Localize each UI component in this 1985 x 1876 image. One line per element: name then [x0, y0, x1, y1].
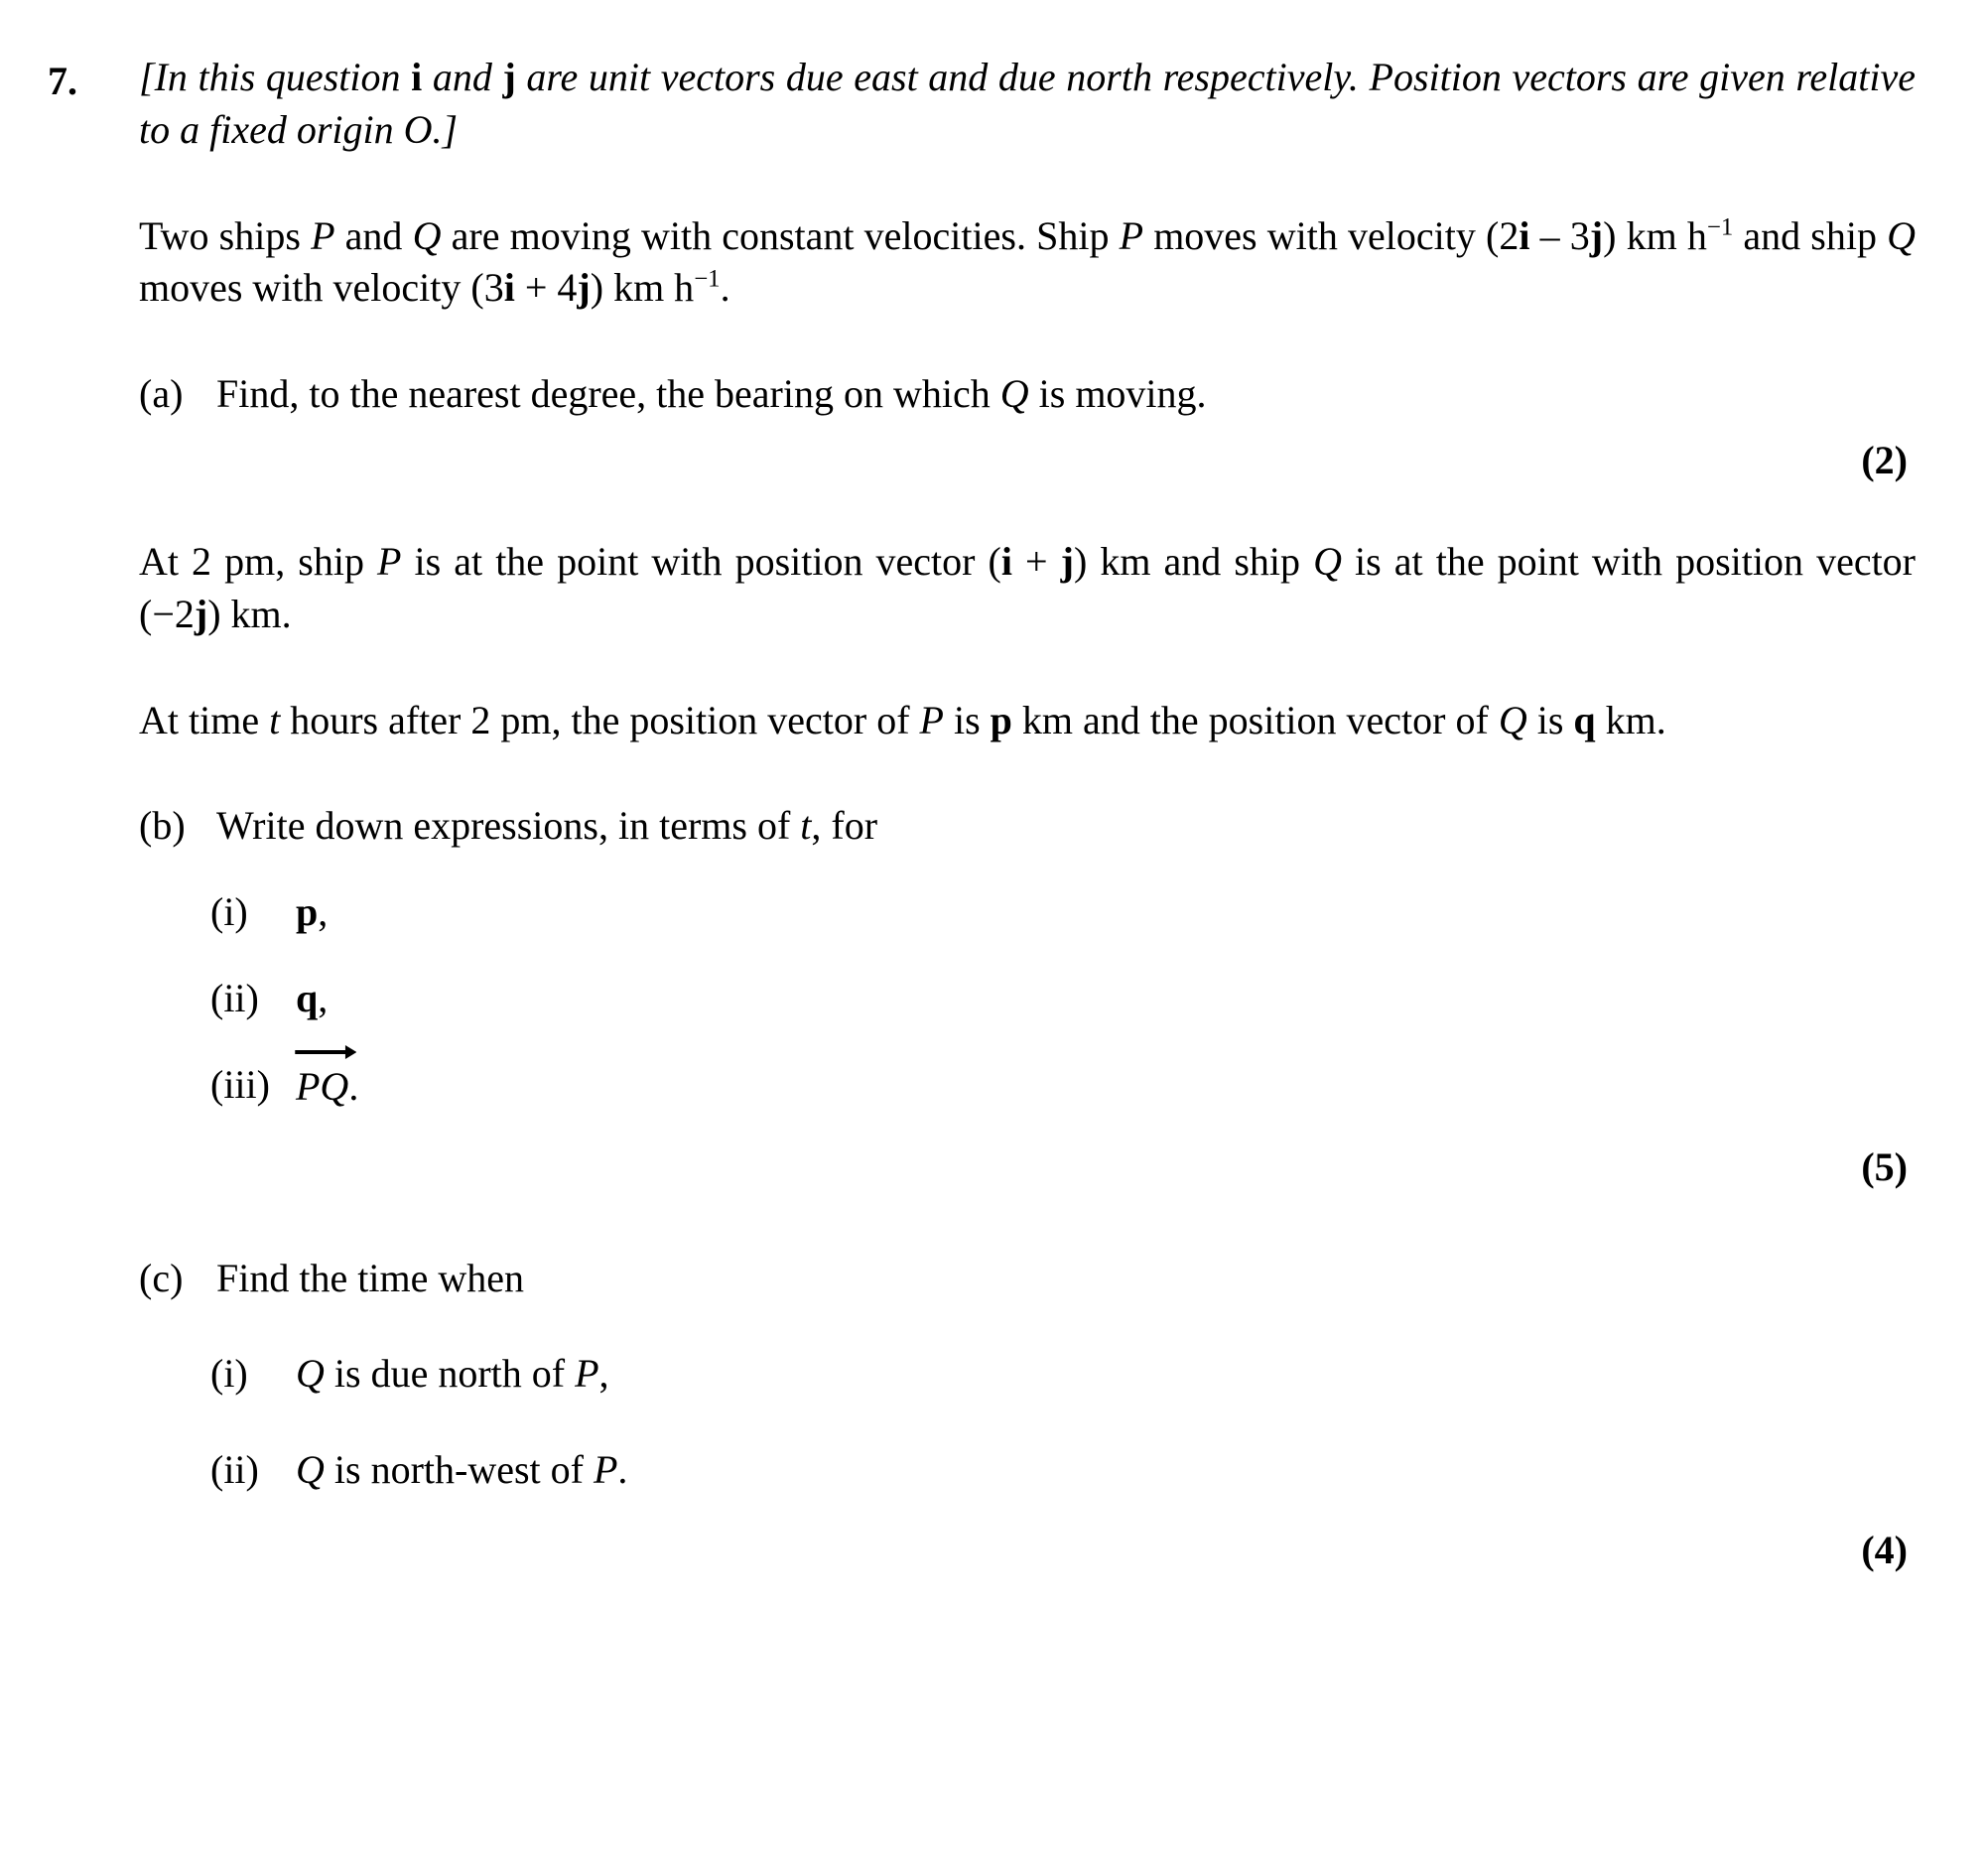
- unit-vector-j: j: [502, 55, 516, 99]
- position-q-units: ) km.: [207, 591, 292, 636]
- position-text-1: At 2 pm, ship: [139, 538, 378, 584]
- velocity-q-open: (3: [470, 265, 504, 311]
- part-c-item-i: [210, 1348, 1916, 1401]
- preamble-text-start: In this question: [154, 55, 412, 99]
- part-c-marks: (4): [1861, 1527, 1908, 1572]
- part-c-item-i-label: (i): [210, 1351, 248, 1397]
- part-c-item-ii-text: [296, 1444, 1916, 1497]
- part-b-item-i-label: (i): [210, 889, 248, 935]
- vector-j-bold: j: [577, 265, 591, 311]
- spacer: [139, 323, 1916, 368]
- part-b-item-ii-text: [296, 973, 1916, 1025]
- part-a-marks: (2): [1861, 437, 1908, 482]
- position-p-operator: +: [1011, 538, 1061, 584]
- vector-j-bold: j: [194, 591, 208, 636]
- stem-text-2: and: [334, 212, 413, 258]
- stem-text-6: moves with velocity: [139, 265, 471, 311]
- ship-q-label: Q: [296, 1351, 325, 1397]
- vector-q-bold: q: [1573, 697, 1596, 742]
- position-p-units: ) km: [1074, 538, 1151, 584]
- question-preamble: [139, 52, 1916, 157]
- spacer: [139, 421, 1916, 441]
- ship-p-label: P: [377, 538, 402, 584]
- part-b-item-iii-label: (iii): [210, 1061, 270, 1107]
- part-c-item-ii-trail: .: [617, 1447, 628, 1493]
- time-text-3: is: [943, 697, 991, 742]
- spacer: [139, 939, 1916, 973]
- part-b-item-ii: [210, 973, 1916, 1025]
- velocity-q-operator: + 4: [514, 265, 578, 311]
- spacer: [139, 526, 1916, 536]
- unit-vector-i: i: [411, 55, 423, 99]
- part-c-label: (c): [139, 1255, 184, 1300]
- position-text-4: is at the point with position vector: [1342, 538, 1917, 584]
- ship-q-label: Q: [1313, 538, 1342, 584]
- ship-q-label: Q: [296, 1447, 325, 1493]
- part-b-item-ii-label: (ii): [210, 975, 259, 1020]
- part-a-text: [216, 368, 1916, 421]
- spacer: [139, 1497, 1916, 1531]
- question-number: 7.: [48, 59, 77, 103]
- part-c-item-i-trail: ,: [598, 1351, 609, 1397]
- velocity-q-exponent: −1: [694, 266, 721, 294]
- part-b-label: (b): [139, 803, 186, 849]
- preamble-close-bracket: .]: [432, 106, 459, 152]
- vector-arrow-icon: [294, 1043, 356, 1061]
- stem-text-3: are moving with constant velocities. Ship: [441, 212, 1120, 258]
- velocity-p-open: (2: [1486, 212, 1520, 258]
- preamble-text-rest: are unit vectors due east and due north respectively. Position vectors are given relative to a fixed origin: [139, 55, 1917, 152]
- part-b-item-i-trail: ,: [318, 889, 329, 935]
- spacer: [139, 1187, 1916, 1233]
- vector-i-bold: i: [1519, 212, 1530, 258]
- spacer: [139, 480, 1916, 526]
- spacer: [139, 1338, 1916, 1348]
- ship-q-label: Q: [1498, 697, 1527, 742]
- origin-label: O: [403, 106, 433, 152]
- time-paragraph: [139, 695, 1916, 747]
- part-b-text: [216, 800, 1916, 853]
- time-text-6: is: [1526, 697, 1574, 742]
- part-b-item-iii-trail: .: [348, 1063, 359, 1109]
- velocity-p-units: ) km h: [1603, 212, 1707, 258]
- ship-q-label: Q: [412, 212, 442, 258]
- spacer: [139, 1114, 1916, 1147]
- part-b: [139, 800, 1916, 853]
- velocity-q-units: ) km h: [590, 265, 695, 311]
- ship-p-label: P: [919, 697, 944, 742]
- stem-text-5: and ship: [1733, 212, 1888, 258]
- part-b-text-start: Write down expressions, in terms of: [216, 803, 801, 849]
- stem-text-1: Two ships: [139, 212, 312, 258]
- part-c: [139, 1253, 1916, 1305]
- time-variable-t: t: [800, 803, 812, 849]
- position-paragraph: [139, 536, 1916, 641]
- part-a-text-end: is moving.: [1028, 371, 1207, 417]
- part-c-item-ii: [210, 1444, 1916, 1497]
- time-units-p: km: [1011, 697, 1074, 742]
- time-variable-t: t: [269, 697, 281, 742]
- vector-p-bold: p: [296, 889, 319, 935]
- ship-q-label: Q: [999, 371, 1029, 417]
- spacer: [139, 1025, 1916, 1059]
- vector-pq-with-arrow: [296, 1059, 348, 1114]
- time-text-5: and the position vector of: [1073, 697, 1499, 742]
- vector-i-bold: i: [503, 265, 515, 311]
- part-b-item-iii-text: [296, 1059, 1916, 1114]
- vector-j-bold: j: [1589, 212, 1604, 258]
- time-units-q: km.: [1595, 697, 1666, 742]
- vector-pq-label: PQ: [296, 1063, 349, 1109]
- part-c-item-i-mid: is due north of: [324, 1351, 576, 1397]
- preamble-open-bracket: [: [139, 55, 155, 99]
- part-a-text-start: Find, to the nearest degree, the bearing on which: [216, 371, 1000, 417]
- time-text-1: At time: [139, 697, 270, 742]
- preamble-and: and: [422, 55, 503, 99]
- stem-text-4: moves with velocity: [1143, 212, 1487, 258]
- part-b-marks: (5): [1861, 1143, 1908, 1189]
- spacer: [139, 649, 1916, 695]
- part-c-text: Find the time when: [216, 1255, 524, 1300]
- time-text-2: hours after 2 pm, the position vector of: [280, 697, 920, 742]
- part-c-item-ii-label: (ii): [210, 1447, 259, 1493]
- stem-period: .: [720, 265, 730, 311]
- question-stem: [139, 210, 1916, 316]
- position-q-open: (−2: [139, 591, 195, 636]
- part-b-item-i-text: [296, 886, 1916, 939]
- spacer: [139, 754, 1916, 800]
- position-text-3: and ship: [1150, 538, 1314, 584]
- spacer: [139, 165, 1916, 210]
- ship-q-label: Q: [1887, 212, 1916, 258]
- part-a: [139, 368, 1916, 421]
- position-text-2: is at the point with position vector: [401, 538, 989, 584]
- part-b-item-i: [210, 886, 1916, 939]
- ship-p-label: P: [575, 1351, 599, 1397]
- part-c-item-ii-mid: is north-west of: [324, 1447, 594, 1493]
- vector-p-bold: p: [990, 697, 1012, 742]
- spacer: [139, 1401, 1916, 1434]
- part-a-label: (a): [139, 371, 184, 417]
- spacer: [139, 1304, 1916, 1338]
- part-b-item-iii: [210, 1059, 1916, 1114]
- question-body: [139, 52, 1916, 1570]
- velocity-p-exponent: −1: [1706, 213, 1734, 241]
- vector-j-bold: j: [1060, 538, 1074, 584]
- ship-p-label: P: [311, 212, 335, 258]
- part-c-item-i-text: [296, 1348, 1916, 1401]
- ship-p-label: P: [593, 1447, 618, 1493]
- spacer: [139, 1434, 1916, 1444]
- spacer: [139, 1233, 1916, 1253]
- vector-q-bold: q: [296, 975, 319, 1020]
- position-p-open: (: [988, 538, 1001, 584]
- vector-i-bold: i: [1000, 538, 1012, 584]
- spacer: [139, 853, 1916, 886]
- velocity-p-operator: – 3: [1529, 212, 1590, 258]
- part-b-text-end: , for: [811, 803, 878, 849]
- part-b-item-ii-trail: ,: [318, 975, 329, 1020]
- ship-p-label: P: [1119, 212, 1144, 258]
